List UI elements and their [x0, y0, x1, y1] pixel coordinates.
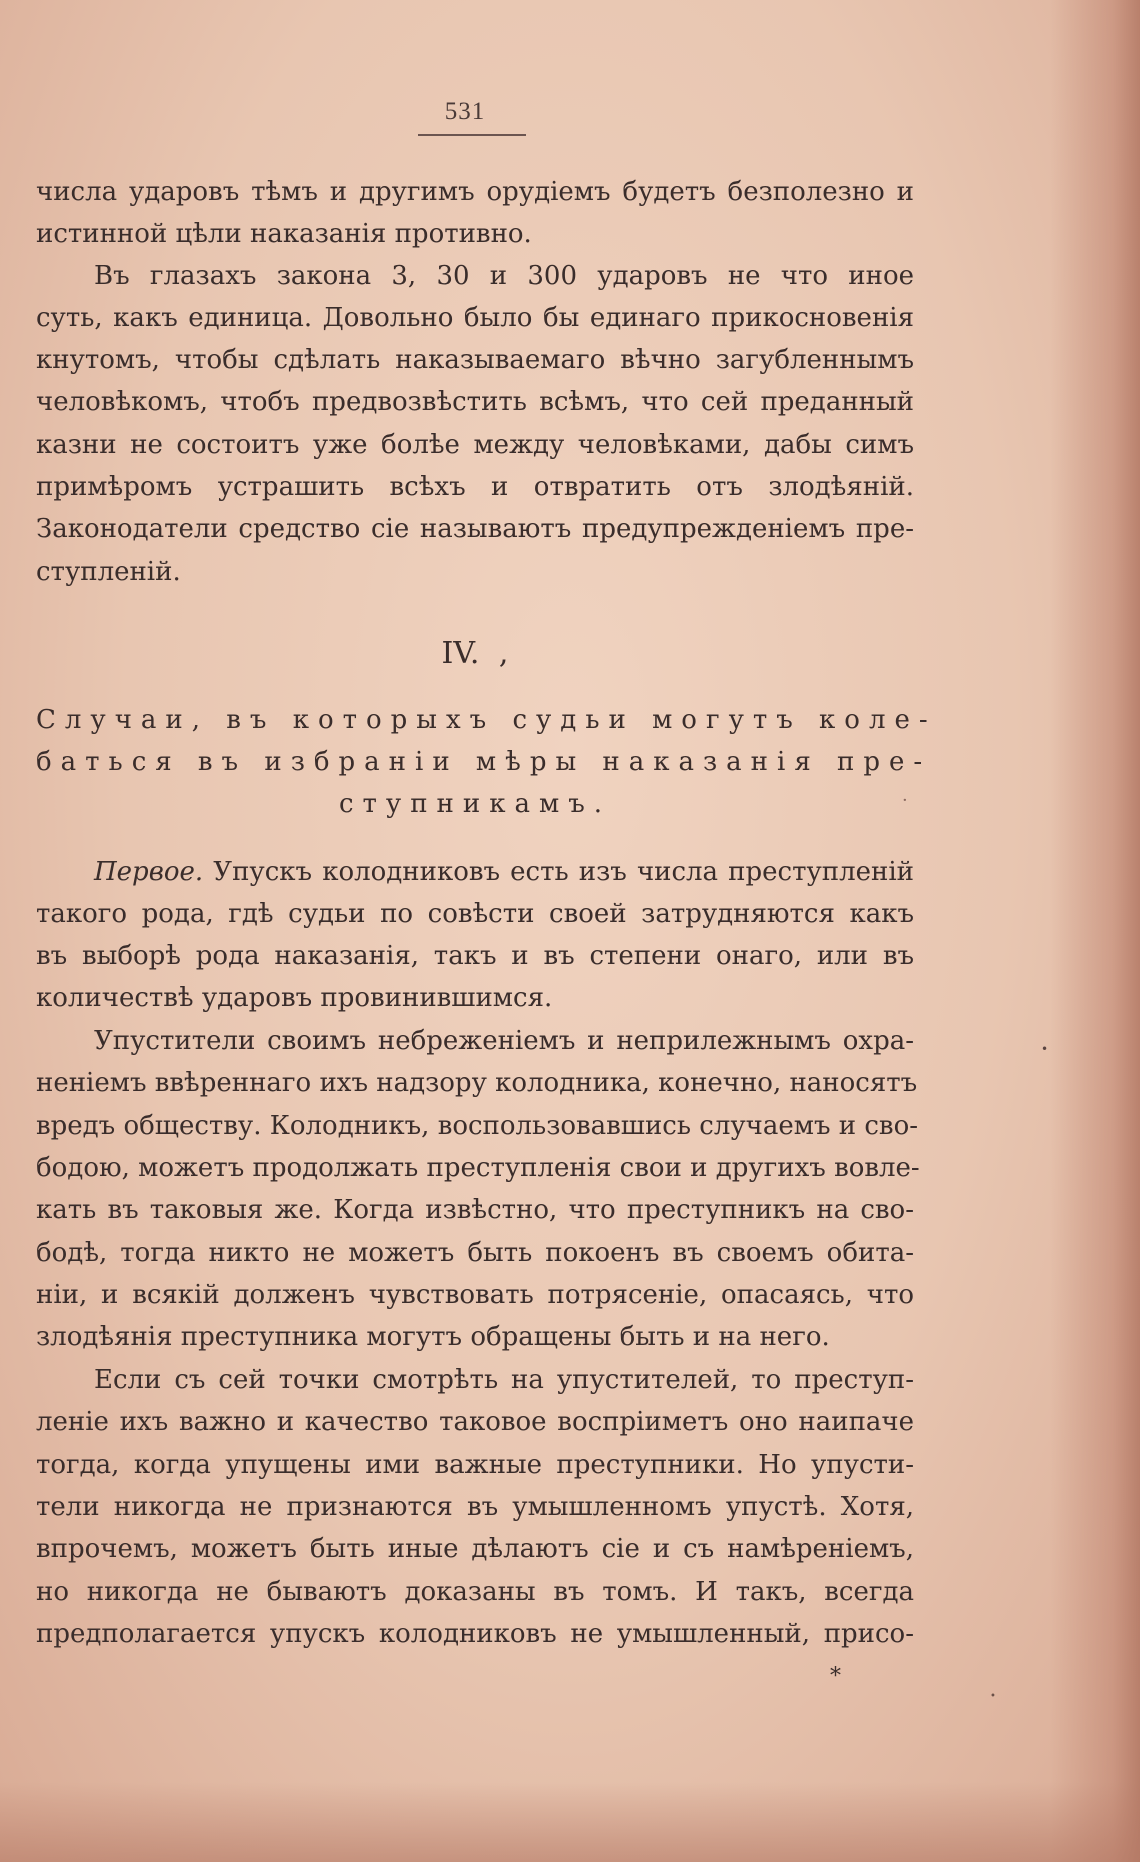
section-number-text: IV. — [441, 636, 480, 671]
footer-asterisk: * — [830, 1664, 841, 1689]
text-line: кать въ таковыя же. Когда извѣстно, что преступникъ на сво- — [36, 1195, 914, 1225]
text-span: Упускъ колодниковъ есть изъ числа преступленій — [213, 857, 914, 887]
text-line: тогда, когда упущены ими важные преступники. Но упусти- — [36, 1450, 914, 1480]
page-number-rule — [418, 134, 526, 136]
page-edge-shadow — [1050, 0, 1140, 1862]
section-title-line: Случаи, въ которыхъ судьи могутъ коле- — [36, 705, 937, 735]
text-line — [36, 854, 914, 890]
text-line: Упустители своимъ небреженіемъ и неприлежнымъ охра- — [94, 1026, 914, 1056]
margin-speck: • — [990, 1691, 996, 1702]
text-line: предполагается упускъ колодниковъ не умышленный, присо- — [36, 1619, 914, 1649]
text-line: леніе ихъ важно и качество таковое воспріиметъ оно наипаче — [36, 1407, 914, 1437]
stray-mark: · — [902, 790, 908, 811]
text-line: тели никогда не признаются въ умышленномъ упустѣ. Хотя, — [36, 1492, 914, 1522]
text-line: казни не состоитъ уже болѣе между человѣками, дабы симъ — [36, 430, 914, 460]
text-line: истинной цѣли наказанія противно. — [36, 219, 532, 249]
text-line: впрочемъ, можетъ быть иные дѣлаютъ сіе и съ намѣреніемъ, — [36, 1534, 914, 1564]
text-line: вредъ обществу. Колодникъ, воспользовавшись случаемъ и сво- — [36, 1111, 919, 1141]
text-line: числа ударовъ тѣмъ и другимъ орудіемъ будетъ безполезно и — [36, 177, 914, 207]
section-title-line: баться въ избраніи мѣры наказанія пре- — [36, 747, 932, 777]
text-line: злодѣянія преступника могутъ обращены быть и на него. — [36, 1322, 830, 1352]
text-line: бодою, можетъ продолжать преступленія свои и другихъ вовле- — [36, 1153, 920, 1183]
text-line: въ выборѣ рода наказанія, такъ и въ степени онаго, или въ — [36, 941, 914, 971]
text-line: Если съ сей точки смотрѣть на упустителей, то преступ- — [94, 1365, 914, 1395]
text-line: но никогда не бываютъ доказаны въ томъ. И такъ, всегда — [36, 1577, 914, 1607]
text-line: человѣкомъ, чтобъ предвозвѣстить всѣмъ, что сей преданный — [36, 387, 914, 417]
section-number-mark: , — [498, 636, 509, 671]
paragraph-lead: Первое. — [94, 857, 204, 887]
text-line: Законодатели средство сіе называютъ предупрежденіемъ пре- — [36, 514, 914, 544]
section-number — [36, 634, 914, 674]
text-line: ступленій. — [36, 557, 181, 587]
text-line: неніемъ ввѣреннаго ихъ надзору колодника, конечно, наносятъ — [36, 1068, 918, 1098]
page-number: 531 — [444, 98, 486, 125]
section-title-line: ступникамъ. — [338, 789, 611, 819]
text-line: Въ глазахъ закона 3, 30 и 300 ударовъ не что иное — [94, 261, 914, 291]
text-line: кнутомъ, чтобы сдѣлать наказываемаго вѣчно загубленнымъ — [36, 345, 914, 375]
margin-speck: • — [1041, 1042, 1049, 1056]
text-line: суть, какъ единица. Довольно было бы единаго прикосновенія — [36, 303, 914, 333]
text-line: ніи, и всякій долженъ чувствовать потрясеніе, опасаясь, что — [36, 1280, 914, 1310]
text-line: количествѣ ударовъ провинившимся. — [36, 983, 553, 1013]
page-bottom-shadow — [0, 1782, 1140, 1862]
text-line: бодѣ, тогда никто не можетъ быть покоенъ въ своемъ обита- — [36, 1238, 914, 1268]
text-line: такого рода, гдѣ судьи по совѣсти своей затрудняются какъ — [36, 899, 914, 929]
text-line: примѣромъ устрашить всѣхъ и отвратить отъ злодѣяній. — [36, 472, 914, 502]
